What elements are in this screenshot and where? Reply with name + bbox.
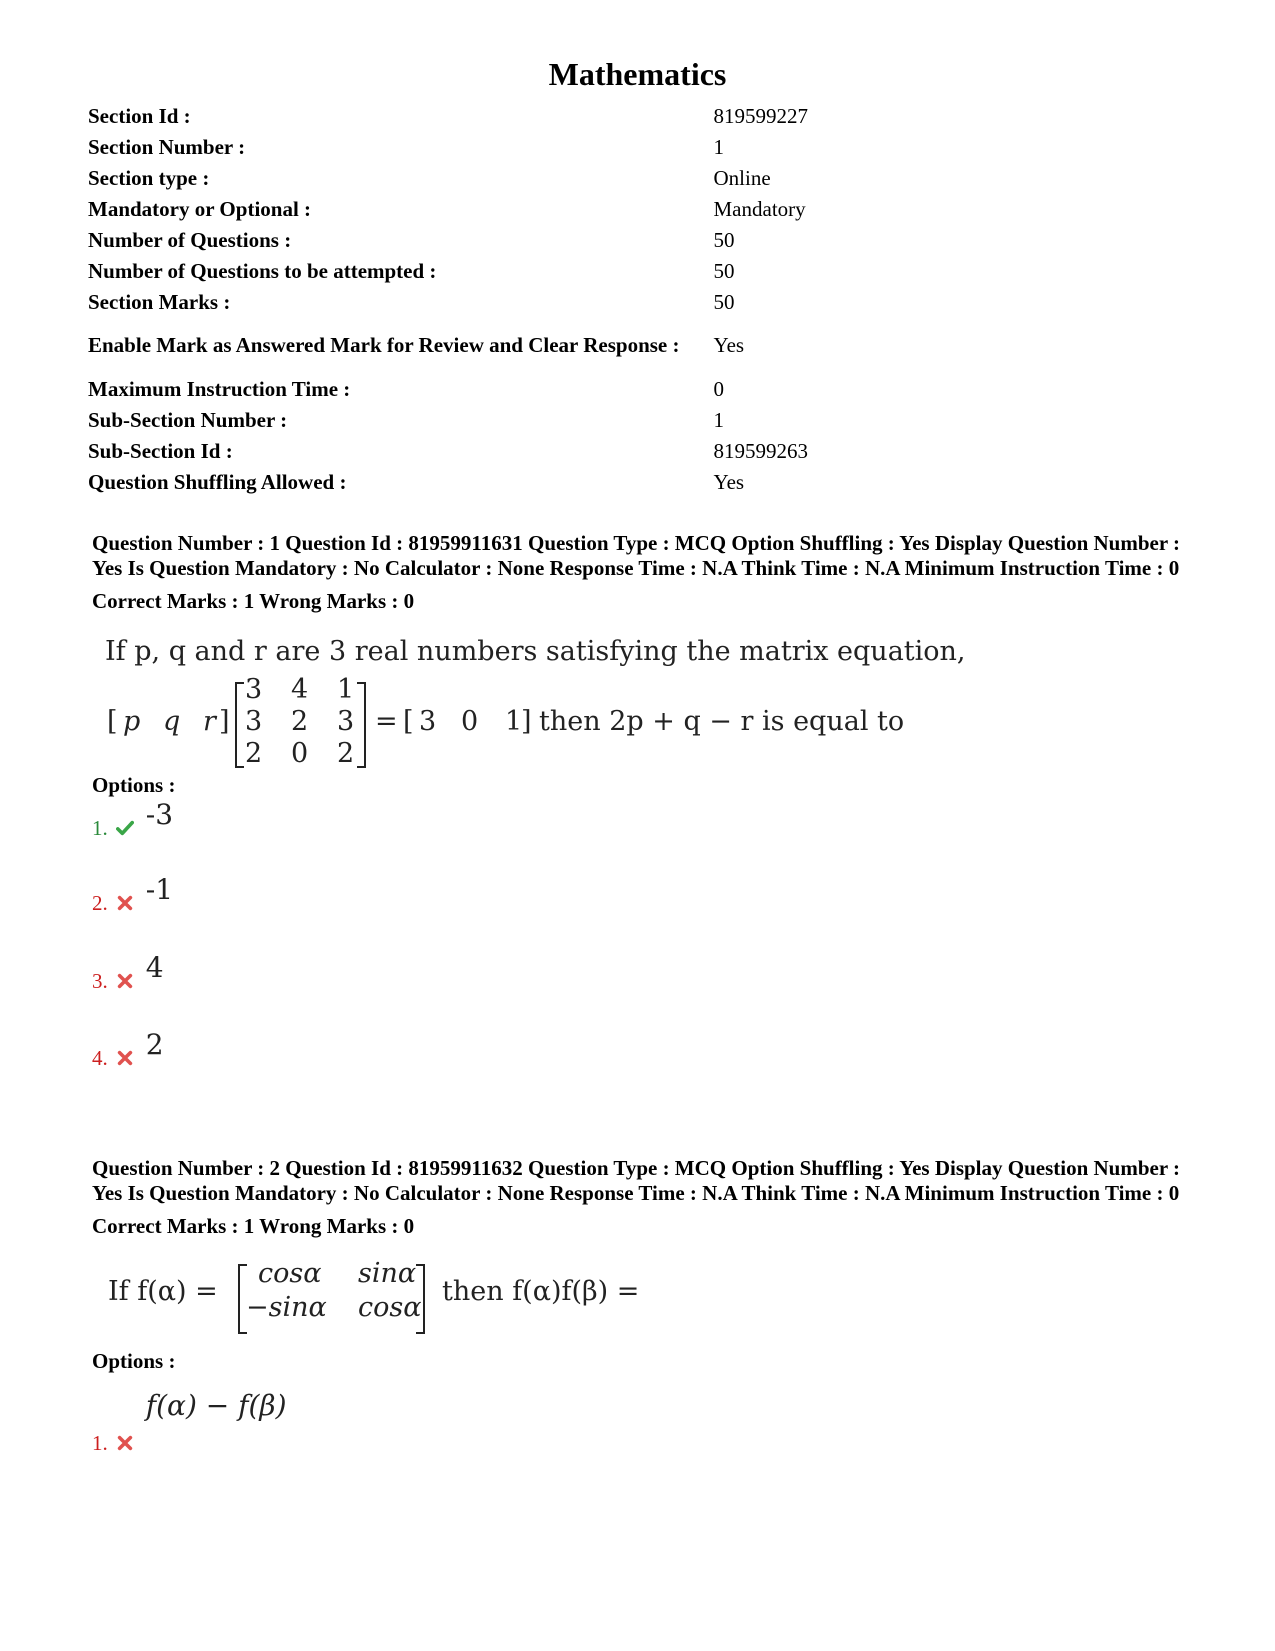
info-row	[88, 100, 808, 131]
question-1-stem-line1: If p, q and r are 3 real numbers satisfying the matrix equation,	[105, 636, 966, 667]
info-row	[88, 131, 808, 162]
info-label: Sub-Section Id :	[88, 438, 233, 463]
question-header: Question Number : 1 Question Id : 81959911631 Question Type : MCQ Option Shuffling : Yes Display Question Number : Yes Is Question Mandatory : No Calculator : None Response Time : N.A Think Time : N.A Minimum Instruction Time : 0	[92, 531, 1181, 580]
info-row	[88, 373, 808, 404]
matrix-cell: 3	[337, 706, 355, 737]
info-row	[88, 162, 808, 193]
options-label: Options :	[92, 1349, 176, 1373]
info-label: Number of Questions :	[88, 227, 292, 252]
option-value: 2	[145, 1028, 164, 1061]
info-value: 1	[713, 134, 724, 159]
matrix-right-bracket	[357, 682, 366, 768]
info-value: 50	[713, 289, 735, 314]
info-label: Section Id :	[88, 103, 191, 128]
question-1-tail: then 2p + q − r is equal to	[539, 706, 905, 737]
result-cell: 1	[505, 706, 523, 737]
option-value: f(α) − f(β)	[145, 1389, 287, 1422]
info-label: Enable Mark as Answered Mark for Review and Clear Response :	[88, 333, 680, 357]
matrix-cell: 2	[291, 706, 309, 737]
info-value: 0	[713, 376, 724, 401]
info-row	[88, 317, 808, 373]
matrix-cell: −sinα	[246, 1292, 327, 1323]
question-2	[92, 1156, 1192, 1239]
matrix-cell: 2	[245, 738, 263, 769]
question-1	[92, 531, 1192, 614]
matrix-cell: 0	[291, 738, 309, 769]
option-3[interactable]	[92, 951, 164, 994]
info-value: Yes	[713, 469, 745, 494]
option-number: 2.	[92, 891, 108, 915]
info-value: 819599227	[713, 103, 808, 128]
info-row	[88, 404, 808, 435]
info-value: 50	[713, 258, 735, 283]
question-2-tail: then f(α)f(β) =	[442, 1276, 640, 1307]
section-info-table	[88, 100, 808, 497]
row-vector-r: r	[203, 706, 216, 737]
info-value: 1	[713, 407, 724, 432]
info-row	[88, 435, 808, 466]
result-cell: 0	[461, 706, 479, 737]
question-2-matrix-equation	[108, 1258, 808, 1338]
matrix-right-bracket	[416, 1264, 425, 1334]
info-label: Question Shuffling Allowed :	[88, 469, 347, 494]
info-label: Section Number :	[88, 134, 246, 159]
info-label: Section type :	[88, 165, 210, 190]
info-row	[88, 286, 808, 317]
matrix-cell: 3	[245, 706, 263, 737]
cross-icon	[116, 1049, 134, 1067]
option-value: -3	[145, 798, 174, 831]
info-value: 50	[713, 227, 735, 252]
page-title: Mathematics	[548, 56, 727, 92]
options-label: Options :	[92, 773, 176, 797]
option-2[interactable]	[92, 873, 174, 916]
matrix-cell: cosα	[258, 1258, 322, 1289]
info-row	[88, 466, 808, 497]
info-value: Mandatory	[713, 196, 806, 221]
option-1[interactable]	[92, 1386, 287, 1456]
option-number: 3.	[92, 969, 108, 993]
matrix-cell: 4	[291, 674, 309, 705]
row-vector-q: q	[163, 706, 181, 737]
option-number: 1.	[92, 816, 108, 840]
matrix-left-bracket	[235, 682, 244, 768]
check-icon	[116, 819, 134, 837]
info-label: Number of Questions to be attempted :	[88, 258, 437, 283]
question-marks: Correct Marks : 1 Wrong Marks : 0	[92, 589, 415, 613]
cross-icon	[116, 894, 134, 912]
option-value: -1	[145, 873, 174, 906]
matrix-cell: 2	[337, 738, 355, 769]
question-marks: Correct Marks : 1 Wrong Marks : 0	[92, 1214, 415, 1238]
question-header: Question Number : 2 Question Id : 81959911632 Question Type : MCQ Option Shuffling : Yes Display Question Number : Yes Is Question Mandatory : No Calculator : None Response Time : N.A Think Time : N.A Minimum Instruction Time : 0	[92, 1156, 1181, 1205]
matrix-cell: sinα	[358, 1258, 417, 1289]
info-value: Online	[713, 165, 771, 190]
question-1-matrix-equation: [ p q r ] 3 4 1 3 2 3 2 0 2 = [ 3 0 1 ] then 2p + q − r is equal to	[107, 674, 905, 769]
info-label: Maximum Instruction Time :	[88, 376, 351, 401]
option-number: 1.	[92, 1431, 108, 1455]
option-1[interactable]	[92, 798, 174, 841]
option-number: 4.	[92, 1046, 108, 1070]
row-vector-p: p	[123, 706, 141, 737]
info-label: Mandatory or Optional :	[88, 196, 312, 221]
info-row	[88, 255, 808, 286]
matrix-cell: cosα	[358, 1292, 422, 1323]
info-label: Sub-Section Number :	[88, 407, 288, 432]
matrix-cell: 1	[337, 674, 355, 705]
info-value: 819599263	[713, 438, 808, 463]
option-value: 4	[145, 951, 164, 984]
cross-icon	[116, 972, 134, 990]
option-4[interactable]	[92, 1028, 164, 1071]
info-value: Yes	[713, 333, 745, 357]
question-2-prefix: If f(α) =	[108, 1276, 218, 1307]
info-row	[88, 193, 808, 224]
matrix-cell: 3	[245, 674, 263, 705]
cross-icon	[116, 1434, 134, 1452]
info-label: Section Marks :	[88, 289, 231, 314]
info-row	[88, 224, 808, 255]
equals-sign: =	[375, 706, 398, 737]
result-cell: 3	[419, 706, 437, 737]
